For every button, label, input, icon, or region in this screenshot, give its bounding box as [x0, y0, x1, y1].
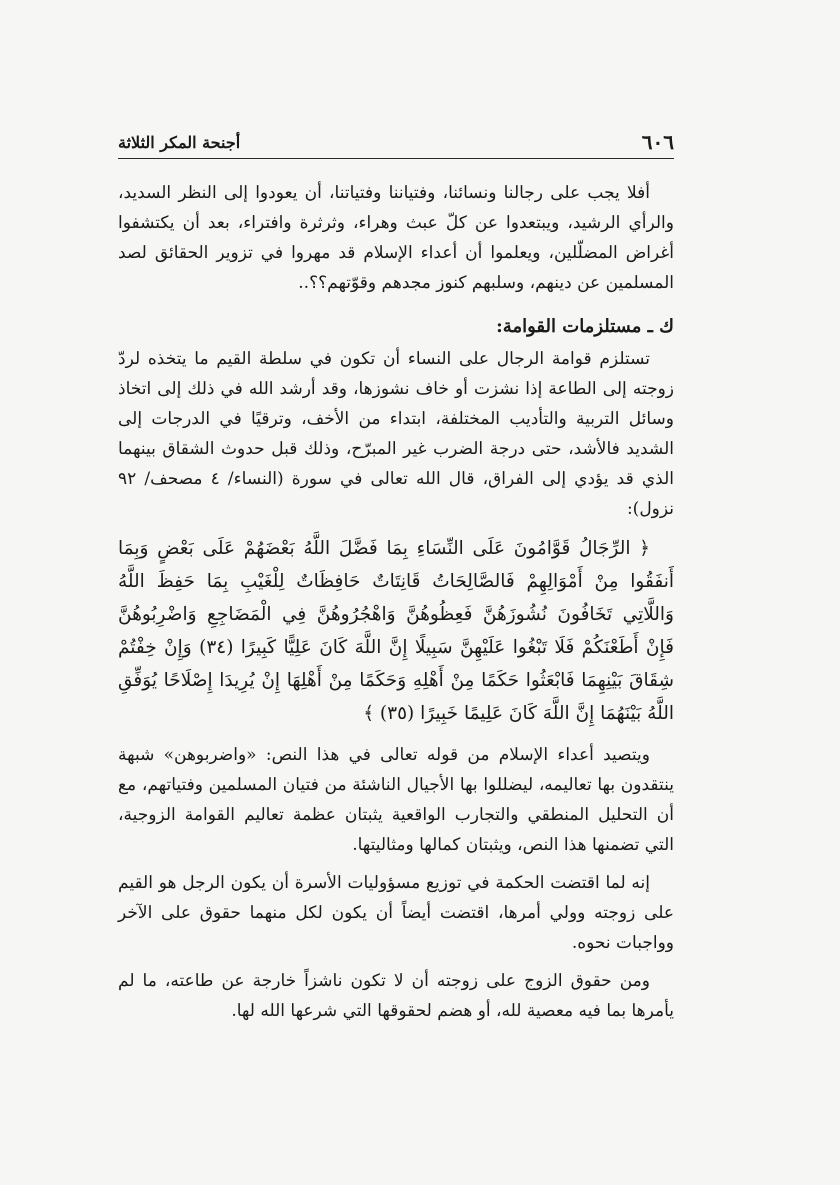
paragraph-3: ويتصيد أعداء الإسلام من قوله تعالى في هذا النص: «واضربوهن» شبهة ينتقدون بها تعاليمه، ليضللوا بها الأجيال الناشئة من فتيان المسلمين وفتياتهم، مع أن التحليل المنطقي والتجارب الواقعية يثبتان عظمة تعاليم القوامة الزوجية، التي تضمنها هذا النص، ويثبتان كمالها ومثاليتها. — [118, 745, 674, 855]
paragraph-4: إنه لما اقتضت الحكمة في توزيع مسؤوليات الأسرة أن يكون الرجل هو القيم على زوجته وولي أمرها، اقتضت أيضاً أن يكون لكل منهما حقوق على الآخر وواجبات نحوه. — [118, 873, 674, 953]
page-body — [118, 178, 674, 1026]
section-heading: ك ـ مستلزمات القوامة: — [496, 316, 674, 337]
paragraph-1: أفلا يجب على رجالنا ونسائنا، وفتياننا وفتياتنا، أن يعودوا إلى النظر السديد، والرأي الرشيد، ويبتعدوا عن كلّ عبث وهراء، وثرثرة وافتراء، بعد أن يكتشفوا أغراض المضلّلين، ويعلموا أن أعداء الإسلام قد مهروا في تزوير الحقائق لصد المسلمين عن دينهم، وسلبهم كنوز مجدهم وقوّتهم؟؟.. — [118, 183, 674, 293]
paragraph-2: تستلزم قوامة الرجال على النساء أن تكون في سلطة القيم ما يتخذه لردّ زوجته إلى الطاعة إذا نشزت أو خاف نشوزها، وقد أرشد الله في ذلك إلى اتخاذ وسائل التربية والتأديب المختلفة، ابتداء من الأخف، وترقيًا في الدرجات إلى الشديد فالأشد، حتى درجة الضرب غير المبرّح، وذلك قبل حدوث الشقاق بينهما الذي قد يؤدي إلى الفراق، قال الله تعالى في سورة (النساء/ ٤ مصحف/ ٩٢ نزول): — [118, 349, 674, 519]
paragraph-5: ومن حقوق الزوج على زوجته أن لا تكون ناشزاً خارجة عن طاعته، ما لم يأمرها بما فيه معصية لله، أو هضم لحقوقها التي شرعها الله لها. — [118, 971, 674, 1021]
running-title: أجنحة المكر الثلاثة — [118, 133, 241, 152]
quran-verse-block: ﴿ الرِّجَالُ قَوَّامُونَ عَلَى النِّسَاءِ بِمَا فَضَّلَ اللَّهُ بَعْضَهُمْ عَلَى بَعْضٍ وَبِمَا أَنفَقُوا مِنْ أَمْوَالِهِمْ فَالصَّالِحَاتُ قَانِتَاتٌ حَافِظَاتٌ لِلْغَيْبِ بِمَا حَفِظَ اللَّهُ وَاللَّاتِي تَخَافُونَ نُشُوزَهُنَّ فَعِظُوهُنَّ وَاهْجُرُوهُنَّ فِي الْمَضَاجِعِ وَاضْرِبُوهُنَّ فَإِنْ أَطَعْنَكُمْ فَلَا تَبْغُوا عَلَيْهِنَّ سَبِيلًا إِنَّ اللَّهَ كَانَ عَلِيًّا كَبِيرًا (٣٤) وَإِنْ خِفْتُمْ شِقَاقَ بَيْنِهِمَا فَابْعَثُوا حَكَمًا مِنْ أَهْلِهِ وَحَكَمًا مِنْ أَهْلِهَا إِنْ يُرِيدَا إِصْلَاحًا يُوَفِّقِ اللَّهُ بَيْنَهُمَا إِنَّ اللَّهَ كَانَ عَلِيمًا خَبِيرًا (٣٥) ﴾ — [118, 538, 674, 724]
page-header — [118, 124, 674, 159]
page-number: ٦٠٦ — [641, 130, 674, 154]
